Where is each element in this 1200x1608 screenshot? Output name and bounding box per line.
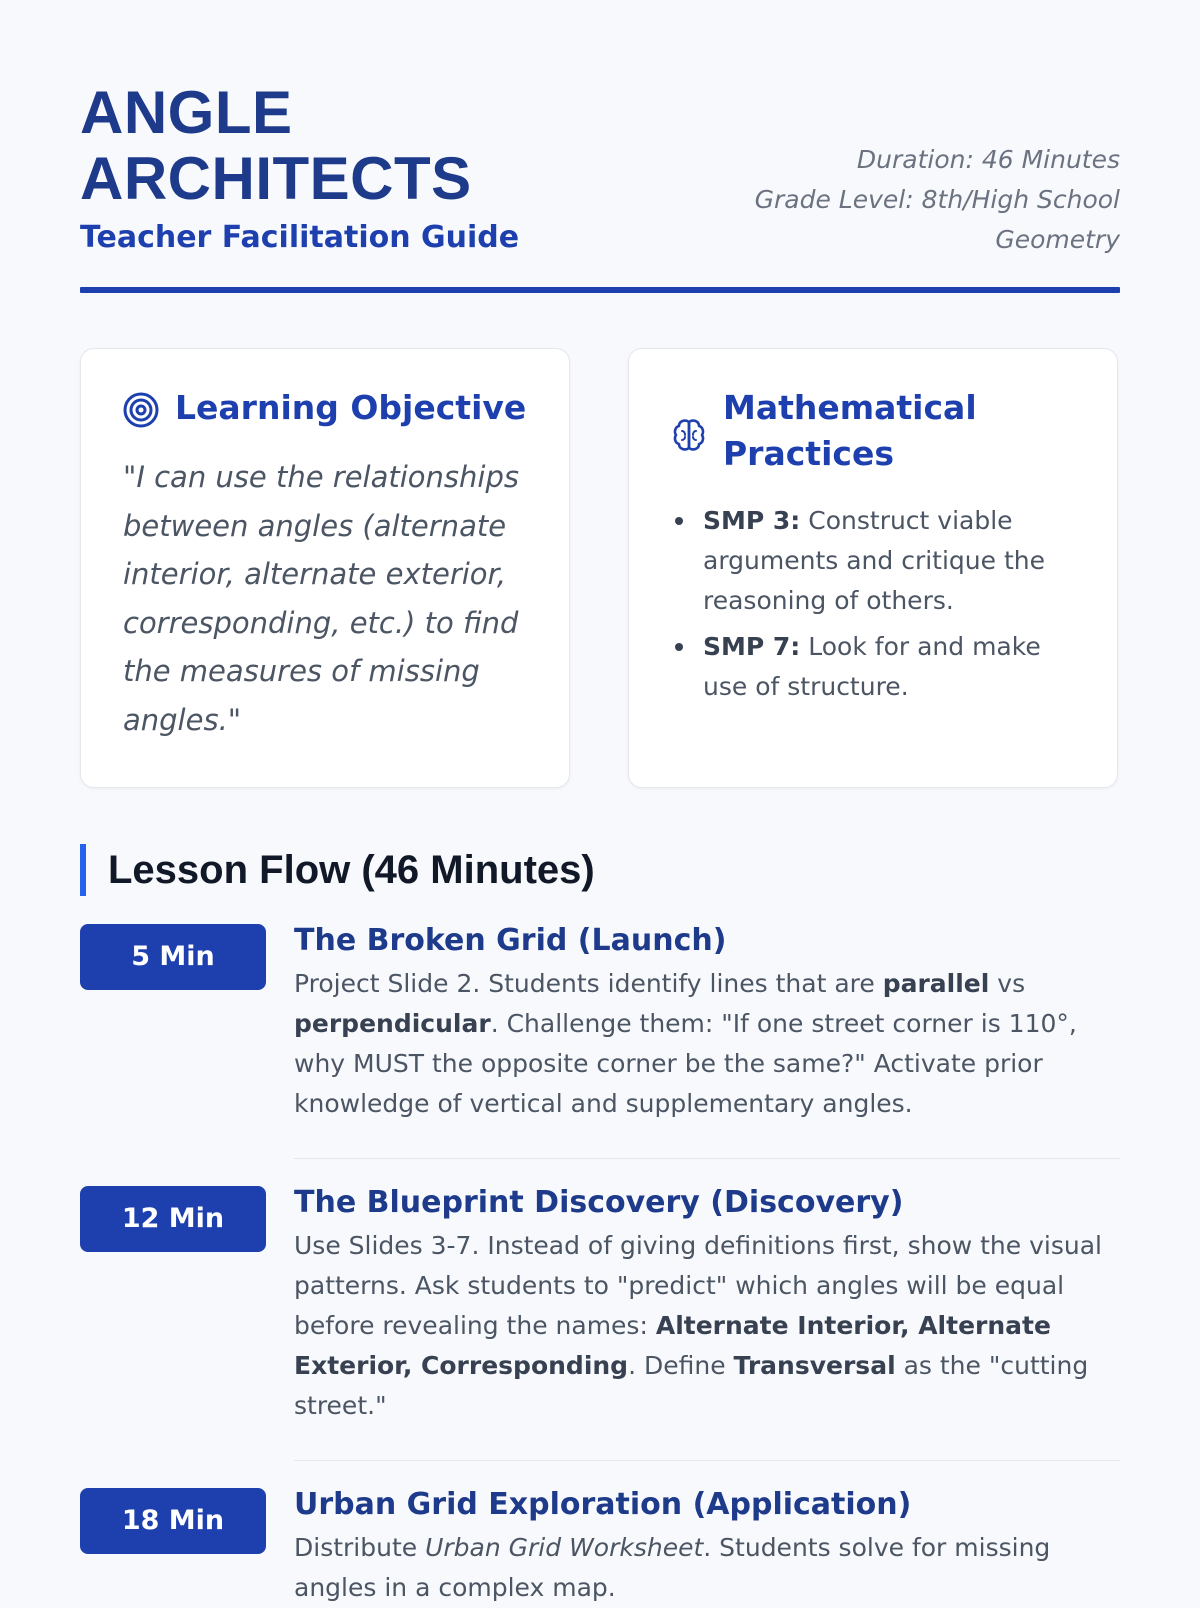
practice-code: SMP 3: xyxy=(703,506,801,535)
text-run: . Define xyxy=(628,1351,734,1380)
list-item xyxy=(671,501,1081,621)
practice-text: Look for and make use of structure. xyxy=(703,632,1041,701)
learning-objective-title: Learning Objective xyxy=(175,388,527,427)
text-run: Distribute xyxy=(294,1533,426,1562)
time-badge: 5 Min xyxy=(80,924,266,990)
step-description xyxy=(294,1226,1120,1426)
step-body xyxy=(294,1488,1120,1608)
subject-text: Geometry xyxy=(995,225,1120,254)
step-body xyxy=(294,924,1120,1124)
text-run: Project Slide 2. Students identify lines that are xyxy=(294,969,883,998)
practice-code: SMP 7: xyxy=(703,632,801,661)
text-run: as the "cutting street." xyxy=(294,1351,1089,1420)
time-badge: 18 Min xyxy=(80,1488,266,1554)
step-description xyxy=(294,1528,1120,1608)
learning-objective-card xyxy=(80,348,570,788)
mathematical-practices-title: Mathematical Practices xyxy=(723,388,977,473)
learning-objective-text: "I can use the relationships between angles (alternate interior, alternate exterior, corresponding, etc.) to find the measures of missing angles." xyxy=(123,460,519,737)
step-description xyxy=(294,964,1120,1124)
italic-term: Urban Grid Worksheet xyxy=(425,1533,704,1562)
header-divider xyxy=(80,287,1120,293)
list-item xyxy=(671,627,1081,707)
bullet-icon xyxy=(675,643,683,651)
page-subtitle: Teacher Facilitation Guide xyxy=(80,220,520,255)
step-title: Urban Grid Exploration (Application) xyxy=(294,1487,912,1522)
text-run: . Students solve for missing angles in a complex map. xyxy=(294,1533,1051,1602)
target-icon xyxy=(123,392,159,428)
duration-text: Duration: 46 Minutes xyxy=(856,145,1120,174)
text-run: Use Slides 3-7. Instead of giving definitions first, show the visual patterns. Ask students to "predict" which angles will be equal before revealing the names: xyxy=(294,1231,1102,1340)
bold-term: perpendicular xyxy=(294,1009,491,1038)
facilitation-guide-page xyxy=(80,0,1120,1600)
brain-icon xyxy=(671,417,707,453)
lesson-flow-heading: Lesson Flow (46 Minutes) xyxy=(80,844,595,896)
step-divider xyxy=(294,1460,1120,1461)
guide-header xyxy=(80,80,1120,292)
step-title: The Blueprint Discovery (Discovery) xyxy=(294,1185,904,1220)
title-line-2: ARCHITECTS xyxy=(80,145,472,212)
mathematical-practices-card xyxy=(628,348,1118,788)
title-line-1: ANGLE xyxy=(80,79,293,146)
bold-term: Transversal xyxy=(733,1351,896,1380)
bullet-icon xyxy=(675,517,683,525)
step-body xyxy=(294,1186,1120,1426)
page-title xyxy=(80,80,680,212)
bold-term: Alternate Interior, Alternate Exterior, Corresponding xyxy=(294,1311,1051,1380)
step-title: The Broken Grid (Launch) xyxy=(294,923,727,958)
text-run: vs xyxy=(989,969,1026,998)
text-run: . Challenge them: "If one street corner is 110°, why MUST the opposite corner be the same?" Activate prior knowledge of vertical and supplementary angles. xyxy=(294,1009,1077,1118)
time-badge: 12 Min xyxy=(80,1186,266,1252)
lesson-meta xyxy=(700,140,1120,260)
bold-term: parallel xyxy=(882,969,990,998)
step-divider xyxy=(294,1158,1120,1159)
grade-level-text: Grade Level: 8th/High School xyxy=(754,185,1120,214)
practice-text: Construct viable arguments and critique the reasoning of others. xyxy=(703,506,1045,615)
practices-list xyxy=(671,501,1081,713)
